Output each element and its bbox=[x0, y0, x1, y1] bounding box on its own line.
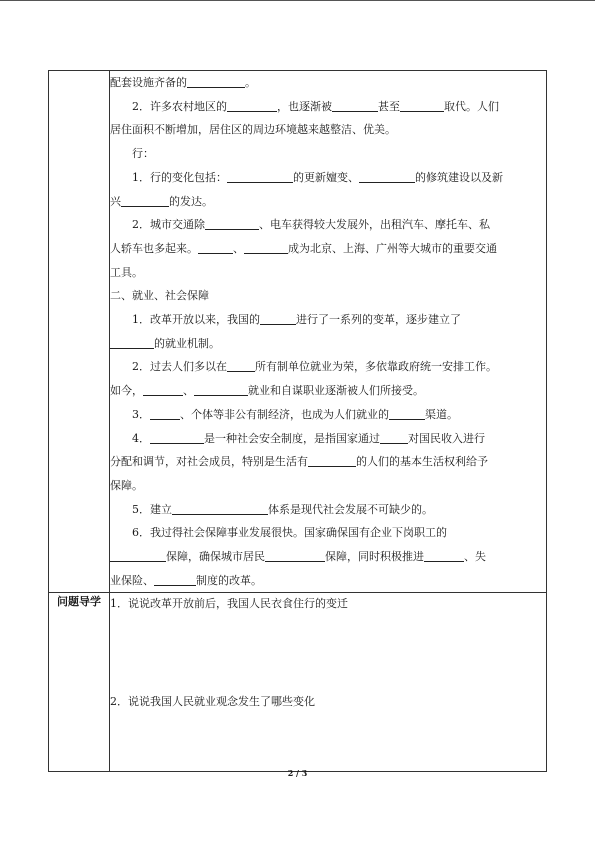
p9: 4． 是一种社会安全制度，是指国家通过 对国民收入进行 bbox=[132, 431, 485, 445]
fill-blank[interactable] bbox=[154, 572, 196, 586]
p11b: 保障，确保城市居民 保障，同时积极推进 、失 bbox=[110, 545, 546, 569]
header-rule bbox=[0, 0, 595, 1]
fill-blank[interactable] bbox=[227, 98, 277, 112]
p7: 2．过去人们多以在 所有制单位就业为荣，多依靠政府统一安排工作。 bbox=[132, 360, 497, 374]
p1: 2．许多农村地区的 ，也逐渐被 甚至 取代。人们 bbox=[132, 99, 499, 113]
p7b: 如今， 、 就业和自谋职业逐渐被人们所接受。 bbox=[110, 384, 424, 398]
p4b: 人轿车也多起来。 、 成为北京、上海、广州等大城市的重要交通 bbox=[110, 241, 497, 255]
left-column-cell bbox=[49, 71, 110, 593]
p6b: 的就业机制。 bbox=[110, 332, 546, 356]
p11c: 业保险、 制度的改革。 bbox=[110, 573, 262, 587]
fill-blank[interactable] bbox=[121, 193, 169, 207]
fill-blank[interactable] bbox=[380, 430, 408, 444]
fill-blank[interactable] bbox=[308, 453, 356, 467]
p9b: 分配和调节，对社会成员，特别是生活有 的人们的基本生活权利给予 bbox=[110, 455, 488, 469]
worksheet-table bbox=[48, 70, 547, 772]
page-number: 2 / 3 bbox=[287, 768, 308, 778]
p0: 配套设施齐备的 。 bbox=[110, 76, 256, 89]
fill-blank[interactable] bbox=[227, 169, 293, 183]
fill-blank[interactable] bbox=[172, 501, 268, 515]
p3: 1．行的变化包括： 的更新嬗变、 的修筑建设以及新 bbox=[132, 170, 503, 184]
fill-blank[interactable] bbox=[194, 382, 248, 396]
question-cell bbox=[110, 593, 547, 772]
fill-blank[interactable] bbox=[205, 216, 259, 230]
p4: 2．城市交通除 、电车获得较大发展外，出租汽车、摩托车、私 bbox=[132, 218, 490, 232]
fill-blank[interactable] bbox=[150, 430, 204, 444]
fill-blank[interactable] bbox=[389, 406, 425, 420]
fill-blank[interactable] bbox=[187, 74, 245, 88]
p10: 5．建立 体系是现代社会发展不可缺少的。 bbox=[132, 502, 433, 516]
fill-blank[interactable] bbox=[400, 98, 444, 112]
p3b: 兴 的发达。 bbox=[110, 194, 213, 208]
fill-blank[interactable] bbox=[150, 406, 180, 420]
fill-blank[interactable] bbox=[424, 548, 464, 562]
fill-blank[interactable] bbox=[265, 548, 325, 562]
fill-blank[interactable] bbox=[227, 358, 255, 372]
fill-blank[interactable] bbox=[143, 382, 183, 396]
p2: 行： bbox=[132, 147, 154, 161]
fill-blank[interactable] bbox=[244, 240, 288, 254]
section-label: 问题导学 bbox=[49, 593, 110, 772]
fill-blank[interactable] bbox=[260, 311, 296, 325]
p11: 6．我过得社会保障事业发展很快。国家确保国有企业下岗职工的 bbox=[132, 526, 447, 540]
p6: 1．改革开放以来，我国的 进行了一系列的变革，逐步建立了 bbox=[132, 313, 461, 327]
p8: 3． 、个体等非公有制经济，也成为人们就业的 渠道。 bbox=[132, 407, 458, 421]
p5: 二、就业、社会保障 bbox=[110, 289, 209, 303]
fill-blank[interactable] bbox=[359, 169, 415, 183]
question-2: 2．说说我国人民就业观念发生了哪些变化 bbox=[110, 695, 315, 709]
question-1: 1．说说改革开放前后，我国人民衣食住行的变迁 bbox=[110, 597, 348, 611]
content-cell bbox=[110, 71, 547, 593]
p1b: 居住面积不断增加，居住区的周边环境越来越整洁、优美。 bbox=[110, 123, 396, 137]
fill-blank[interactable] bbox=[110, 335, 154, 349]
p9c: 保障。 bbox=[110, 478, 143, 492]
fill-blank[interactable] bbox=[332, 98, 378, 112]
fill-blank[interactable] bbox=[198, 240, 233, 254]
p4c: 工具。 bbox=[110, 265, 143, 279]
fill-blank[interactable] bbox=[110, 548, 166, 562]
